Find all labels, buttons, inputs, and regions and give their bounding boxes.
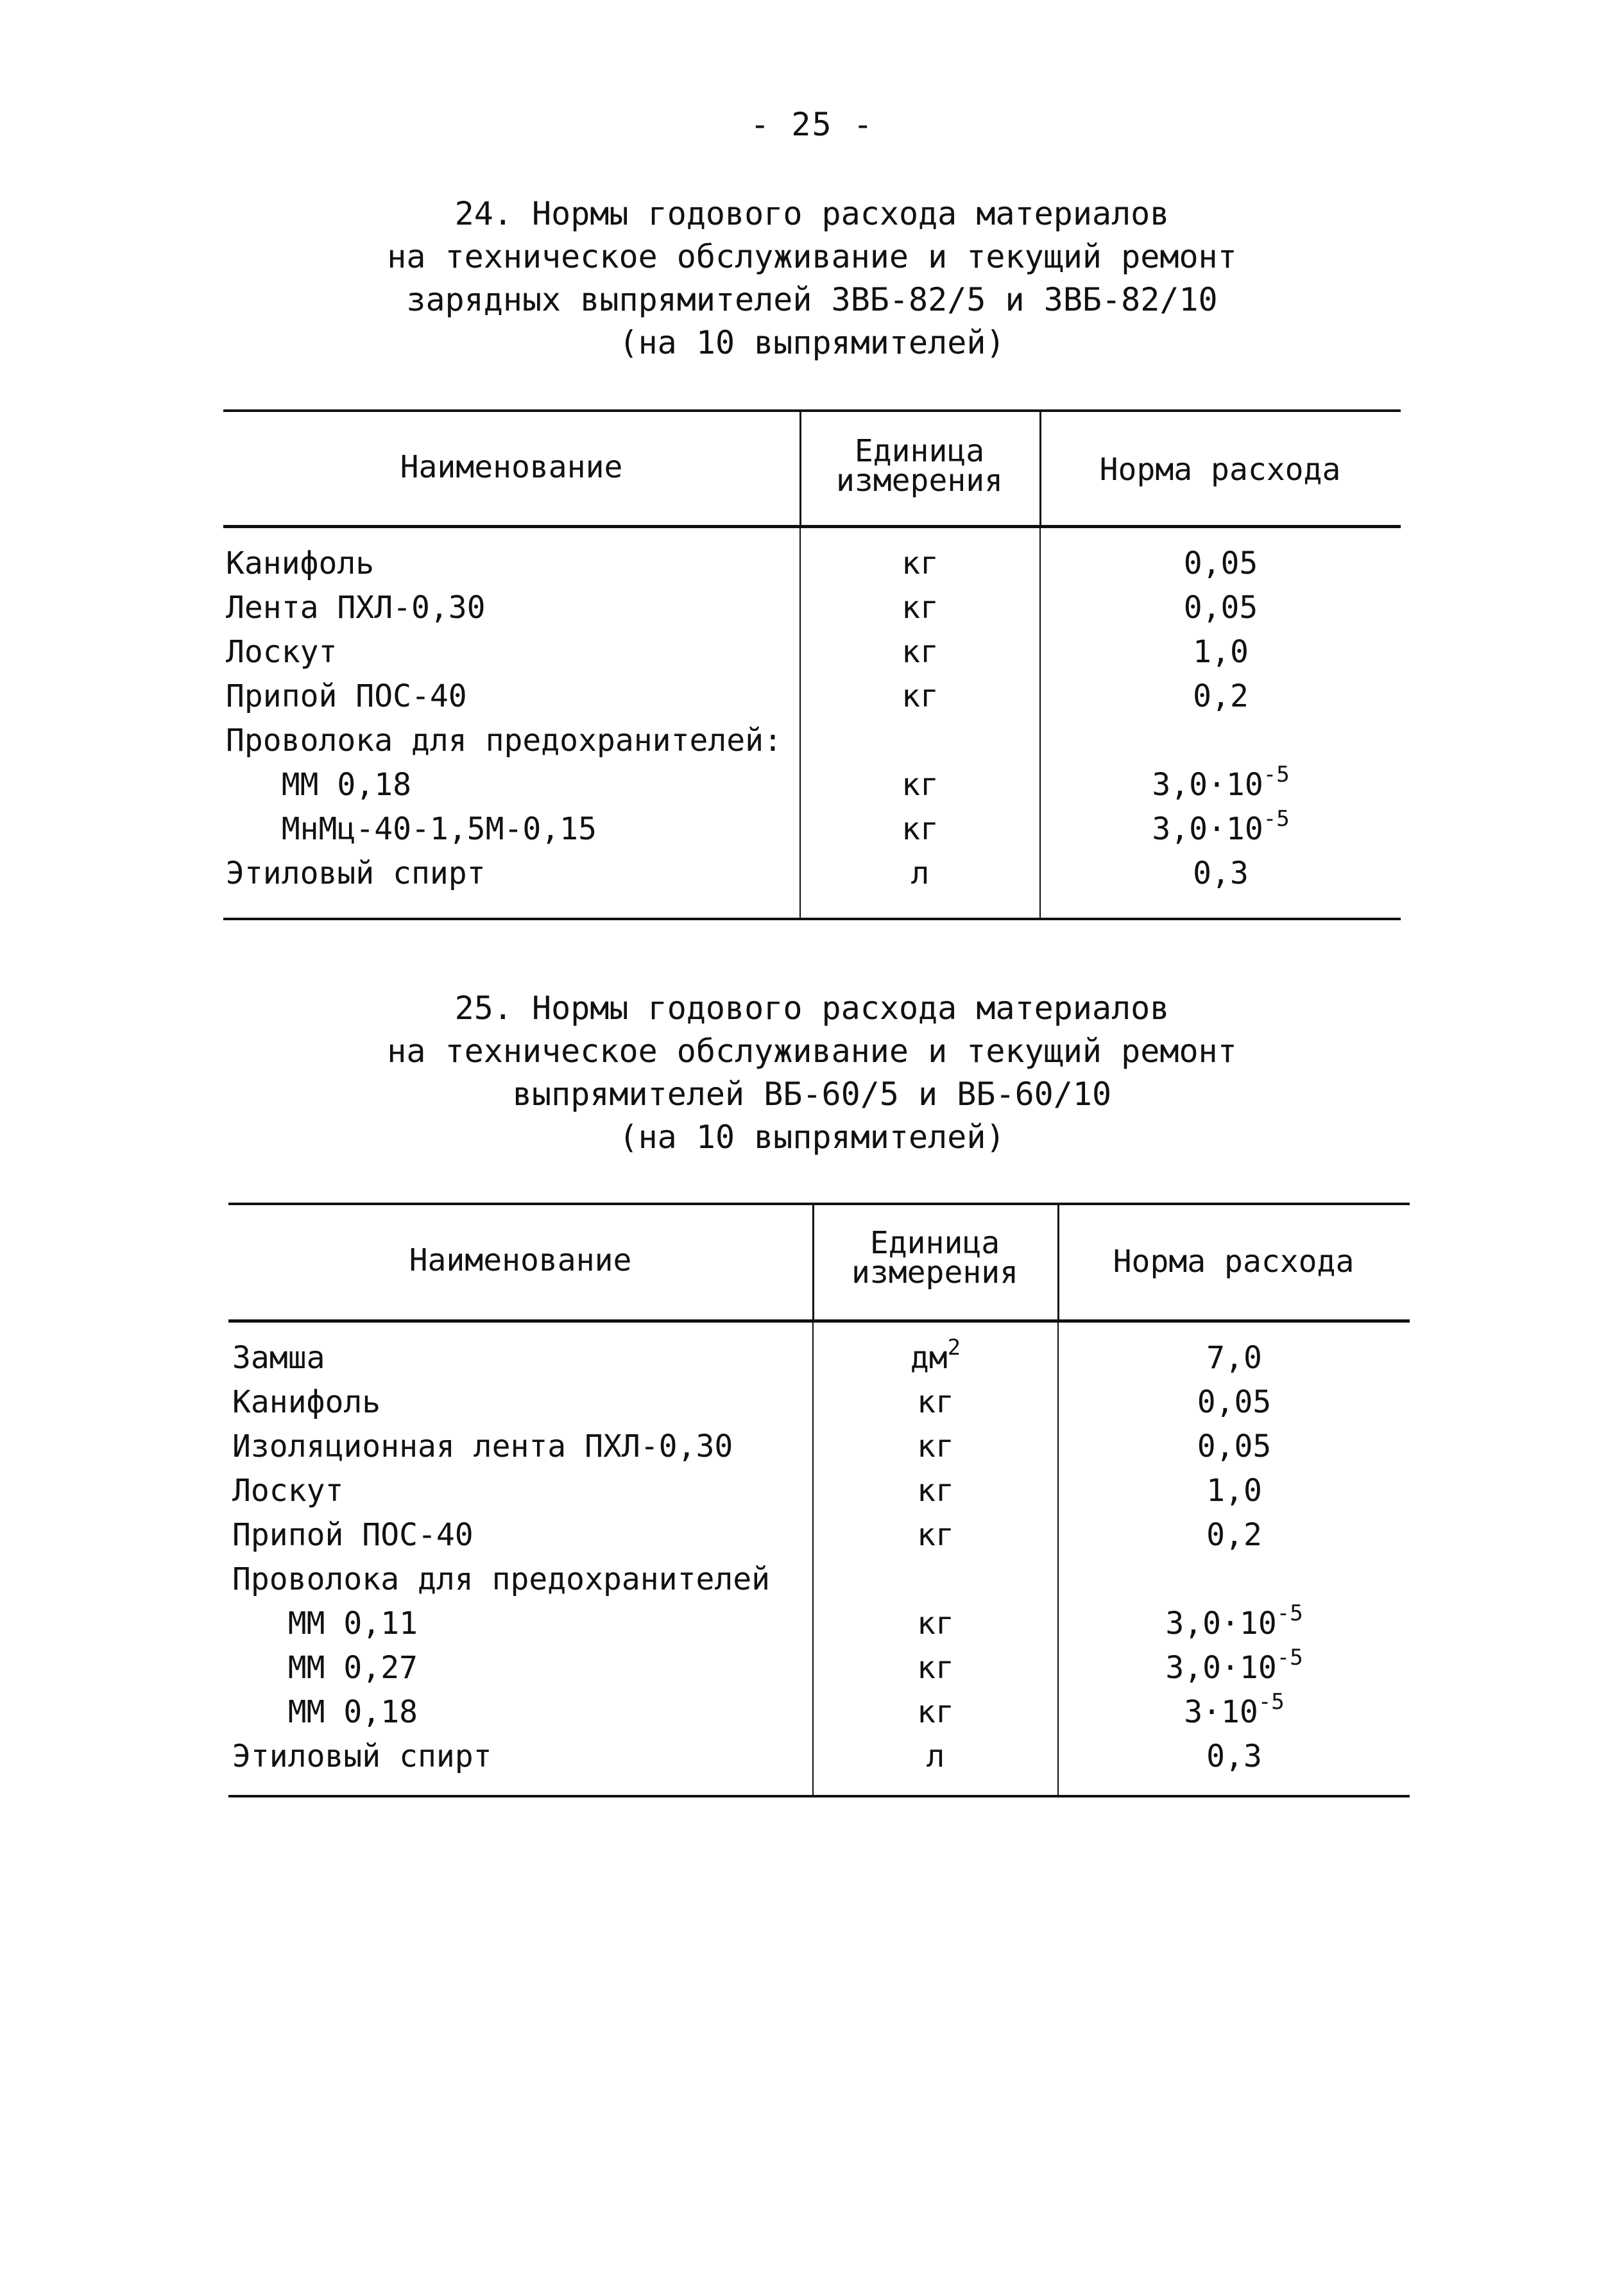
norm-value: 3·10 xyxy=(1184,1694,1258,1730)
table1-title-line: 24. Нормы годового расхода материалов xyxy=(454,195,1170,232)
table1-title-line: на техническое обслуживание и текущий ремонт xyxy=(387,238,1237,275)
table-row xyxy=(228,1473,1410,1517)
material-name: Припой ПОС-40 xyxy=(226,678,467,714)
norm-value: 3,0·10 xyxy=(1152,767,1263,803)
unit-exponent: 2 xyxy=(947,1335,961,1360)
table2-title-line: на техническое обслуживание и текущий ремонт xyxy=(387,1033,1237,1070)
unit-cell xyxy=(814,1694,1057,1730)
material-name: Лента ПХЛ-0,30 xyxy=(226,590,486,626)
norm-cell xyxy=(1041,590,1401,626)
norm-value: 0,2 xyxy=(1193,678,1249,714)
table2-title-line: (на 10 выпрямителей) xyxy=(619,1119,1005,1156)
norm-value: 3,0·10 xyxy=(1165,1650,1277,1686)
material-name: Этиловый спирт xyxy=(226,855,486,891)
norm-cell xyxy=(1041,545,1401,581)
norm-value: 0,3 xyxy=(1206,1738,1262,1774)
material-name: Канифоль xyxy=(226,545,375,581)
norm-value: 0,3 xyxy=(1193,855,1249,891)
material-name: ММ 0,11 xyxy=(232,1606,418,1642)
unit-text: кг xyxy=(902,590,939,626)
unit-cell xyxy=(814,1738,1057,1774)
unit-text: кг xyxy=(902,811,939,847)
unit-text: кг xyxy=(917,1517,954,1553)
material-name: ММ 0,18 xyxy=(232,1694,418,1730)
norm-exponent: -5 xyxy=(1263,806,1290,832)
table2-header-unit-line1: Единица xyxy=(869,1225,1000,1261)
material-name: Изоляционная лента ПХЛ-0,30 xyxy=(232,1428,733,1464)
unit-cell xyxy=(814,1473,1057,1509)
table-row xyxy=(228,1645,1410,1694)
table1-title-line: зарядных выпрямителей ЗВБ-82/5 и ЗВБ-82/10 xyxy=(406,281,1218,318)
unit-text: л xyxy=(926,1738,945,1774)
norm-cell xyxy=(1059,1738,1410,1774)
norm-exponent: -5 xyxy=(1263,762,1290,787)
unit-cell xyxy=(814,1384,1057,1420)
table-row xyxy=(228,1561,1410,1606)
table1-header-unit-line1: Единица xyxy=(854,433,985,469)
norm-value: 0,05 xyxy=(1183,545,1258,581)
material-name: Этиловый спирт xyxy=(232,1738,492,1774)
unit-cell xyxy=(801,855,1039,891)
table2-header-unit xyxy=(812,1225,1057,1291)
table2-header-unit-line2: измерения xyxy=(851,1255,1019,1291)
material-name: Лоскут xyxy=(226,634,338,670)
norm-cell xyxy=(1059,1600,1410,1642)
norm-exponent: -5 xyxy=(1276,1600,1303,1626)
norm-value: 3,0·10 xyxy=(1165,1606,1277,1642)
unit-text: кг xyxy=(917,1473,954,1509)
unit-cell xyxy=(801,678,1039,714)
table-row xyxy=(228,1600,1410,1650)
table1-title xyxy=(0,193,1624,365)
unit-text: л xyxy=(910,855,930,891)
table-row xyxy=(223,678,1401,723)
norm-cell xyxy=(1041,762,1401,803)
norm-exponent: -5 xyxy=(1276,1645,1303,1670)
table2-header-norm: Норма расхода xyxy=(1113,1244,1355,1280)
norm-value: 0,05 xyxy=(1197,1428,1272,1464)
norm-value: 0,05 xyxy=(1197,1384,1272,1420)
table1-header-unit xyxy=(799,433,1039,499)
table-row xyxy=(228,1428,1410,1473)
material-name: МнМц-40-1,5М-0,15 xyxy=(226,811,597,847)
unit-cell xyxy=(801,545,1039,581)
norm-cell xyxy=(1059,1645,1410,1686)
unit-cell xyxy=(814,1606,1057,1642)
norm-exponent: -5 xyxy=(1258,1689,1285,1715)
unit-text: кг xyxy=(917,1606,954,1642)
unit-cell xyxy=(814,1517,1057,1553)
norm-value: 3,0·10 xyxy=(1152,811,1263,847)
table2-top-rule xyxy=(228,1203,1410,1205)
norm-cell xyxy=(1059,1384,1410,1420)
norm-value: 1,0 xyxy=(1193,634,1249,670)
table-row xyxy=(223,590,1401,634)
material-name: Припой ПОС-40 xyxy=(232,1517,474,1553)
unit-text: кг xyxy=(917,1694,954,1730)
table2-title xyxy=(0,987,1624,1159)
unit-text: дм xyxy=(910,1340,948,1376)
norm-value: 1,0 xyxy=(1206,1473,1262,1509)
material-name: ММ 0,18 xyxy=(226,767,411,803)
table1-top-rule xyxy=(223,409,1401,412)
unit-text: кг xyxy=(917,1428,954,1464)
table-row xyxy=(223,806,1401,855)
norm-value: 0,2 xyxy=(1206,1517,1262,1553)
material-name: Канифоль xyxy=(232,1384,381,1420)
unit-cell xyxy=(814,1650,1057,1686)
table2-header-name: Наименование xyxy=(409,1242,632,1278)
unit-cell xyxy=(801,767,1039,803)
norm-cell xyxy=(1059,1340,1410,1376)
norm-cell xyxy=(1059,1473,1410,1509)
norm-cell xyxy=(1041,855,1401,891)
table2-header-rule xyxy=(228,1319,1410,1323)
material-name: ММ 0,27 xyxy=(232,1650,418,1686)
unit-text: кг xyxy=(917,1650,954,1686)
unit-text: кг xyxy=(902,767,939,803)
table-row xyxy=(228,1689,1410,1738)
material-name: Замша xyxy=(232,1340,325,1376)
table2-bottom-rule xyxy=(228,1795,1410,1797)
table-row xyxy=(228,1335,1410,1384)
table1-header-unit-line2: измерения xyxy=(835,463,1004,499)
table-row xyxy=(223,855,1401,900)
norm-cell xyxy=(1059,1689,1410,1730)
table2-title-line: 25. Нормы годового расхода материалов xyxy=(454,990,1170,1027)
table-row xyxy=(223,545,1401,590)
table1-bottom-rule xyxy=(223,918,1401,920)
table1-title-line: (на 10 выпрямителей) xyxy=(619,324,1005,361)
table-row xyxy=(223,762,1401,811)
table1-header-name: Наименование xyxy=(400,449,623,485)
table-row xyxy=(228,1738,1410,1783)
material-name: Лоскут xyxy=(232,1473,344,1509)
table1-header-rule xyxy=(223,525,1401,528)
norm-value: 0,05 xyxy=(1183,590,1258,626)
table-row xyxy=(228,1517,1410,1561)
unit-text: кг xyxy=(902,678,939,714)
unit-text: кг xyxy=(902,634,939,670)
material-name: Проволока для предохранителей xyxy=(232,1561,771,1597)
table2 xyxy=(228,1203,1410,1806)
norm-cell xyxy=(1059,1428,1410,1464)
norm-cell xyxy=(1059,1517,1410,1553)
unit-text: кг xyxy=(902,545,939,581)
norm-cell xyxy=(1041,678,1401,714)
unit-cell xyxy=(814,1428,1057,1464)
page-number: - 25 - xyxy=(750,106,874,143)
norm-cell xyxy=(1041,806,1401,847)
unit-cell xyxy=(801,590,1039,626)
table-row xyxy=(223,723,1401,767)
unit-cell xyxy=(801,811,1039,847)
table1 xyxy=(223,409,1401,923)
table-row xyxy=(228,1384,1410,1428)
unit-cell xyxy=(801,634,1039,670)
table-row xyxy=(223,634,1401,678)
unit-cell xyxy=(814,1335,1057,1376)
table2-title-line: выпрямителей ВБ-60/5 и ВБ-60/10 xyxy=(512,1076,1112,1113)
material-name: Проволока для предохранителей: xyxy=(226,723,782,759)
norm-value: 7,0 xyxy=(1206,1340,1262,1376)
table1-header-norm: Норма расхода xyxy=(1099,452,1341,488)
unit-text: кг xyxy=(917,1384,954,1420)
norm-cell xyxy=(1041,634,1401,670)
